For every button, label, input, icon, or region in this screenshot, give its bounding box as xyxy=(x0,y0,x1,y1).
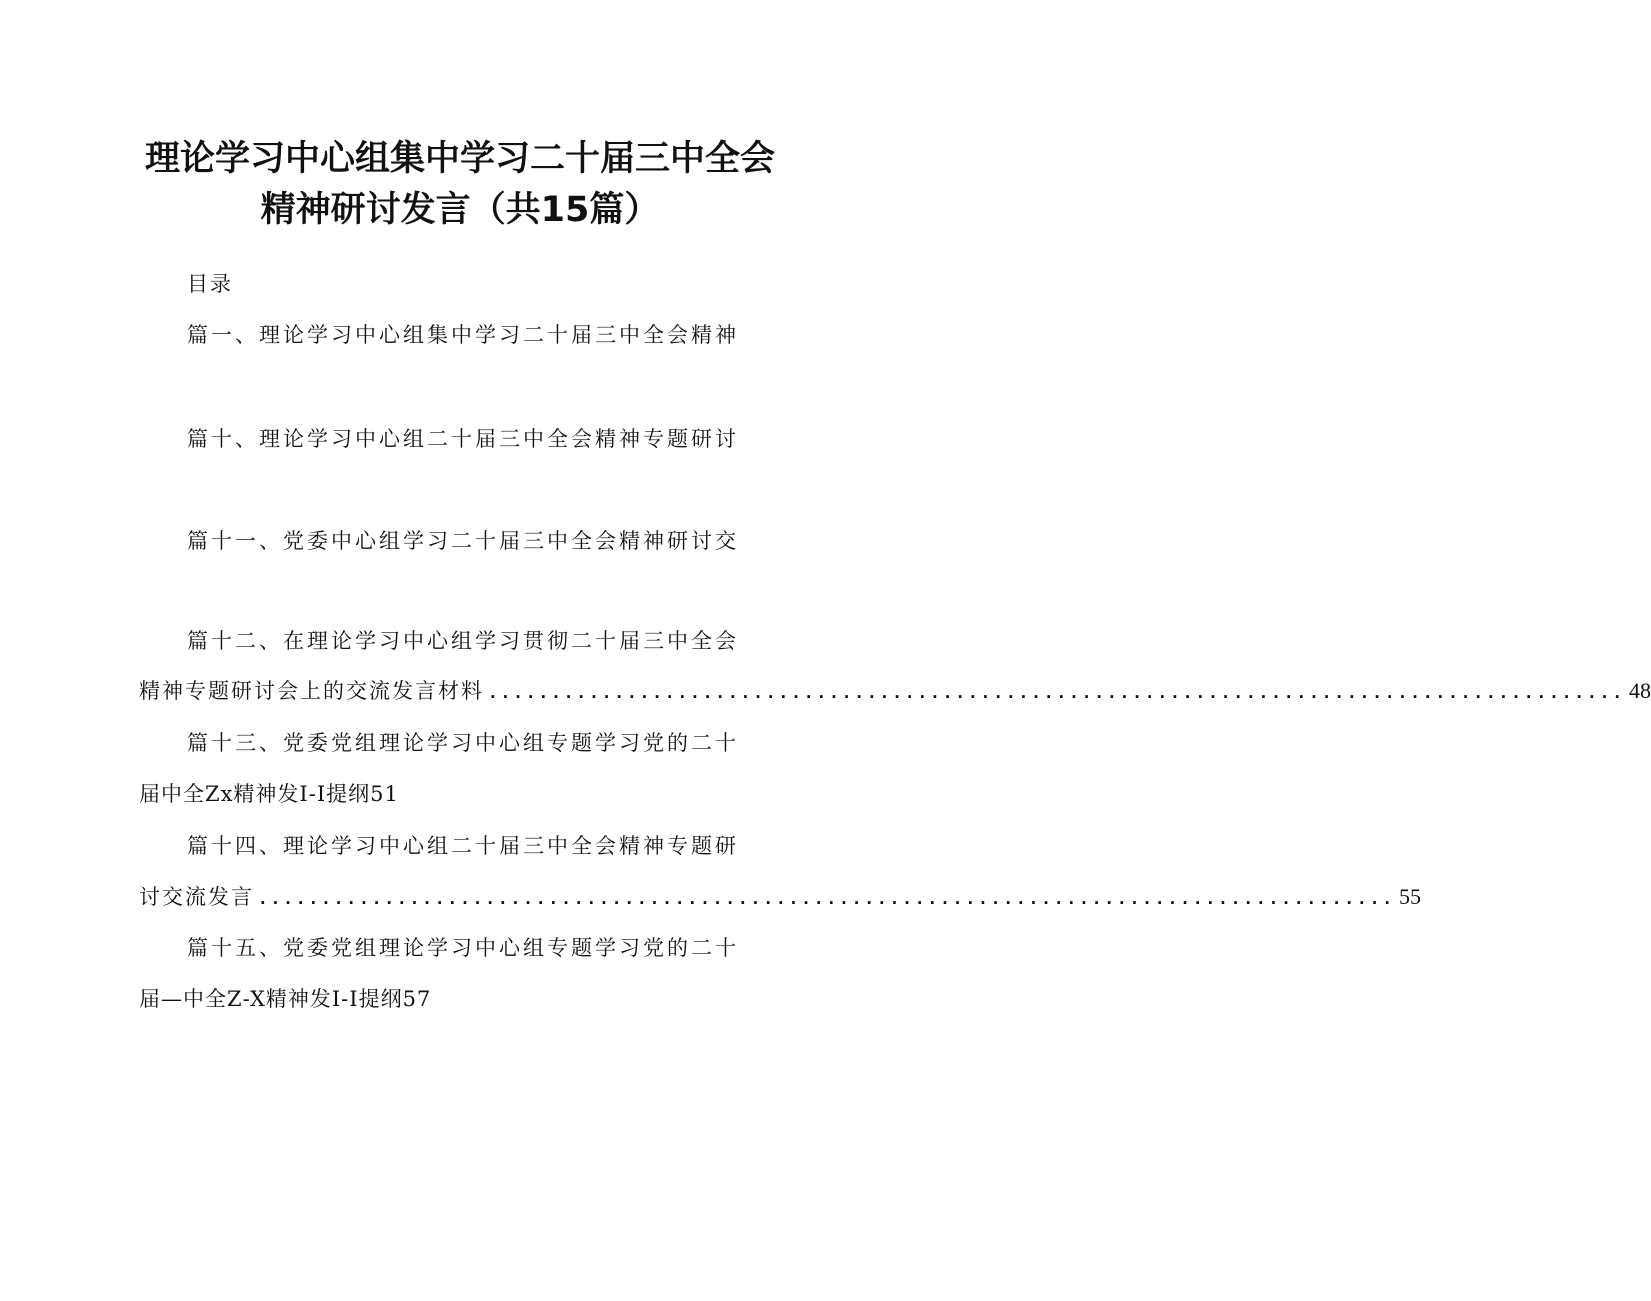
toc-entry-14-page-number: 55 xyxy=(1398,884,1421,909)
toc-entry-12-page-number: 48 xyxy=(1628,678,1651,703)
toc-entry-1[interactable]: 篇一、理论学习中心组集中学习二十届三中全会精神 xyxy=(187,323,739,347)
dot-leader: .......................................................................................... xyxy=(488,683,1625,702)
toc-entry-13[interactable]: 篇十三、党委党组理论学习中心组专题学习党的二十 xyxy=(187,731,739,755)
toc-entry-13-continuation[interactable]: 届中全Zx精神发I-I提纲51 xyxy=(139,782,399,806)
toc-entry-12-cont-text: 精神专题研讨会上的交流发言材料 xyxy=(139,679,484,703)
toc-entry-11[interactable]: 篇十一、党委中心组学习二十届三中全会精神研讨交 xyxy=(187,529,739,553)
toc-entry-15[interactable]: 篇十五、党委党组理论学习中心组专题学习党的二十 xyxy=(187,936,739,960)
toc-heading: 目录 xyxy=(187,272,233,296)
toc-entry-10[interactable]: 篇十、理论学习中心组二十届三中全会精神专题研讨 xyxy=(187,427,739,451)
toc-entry-15-continuation[interactable]: 届—中全Z-X精神发I-I提纲57 xyxy=(139,987,432,1011)
document-title-line-1: 理论学习中心组集中学习二十届三中全会 xyxy=(144,139,775,179)
document-title-line-2: 精神研讨发言（共15篇） xyxy=(260,190,660,230)
toc-entry-14[interactable]: 篇十四、理论学习中心组二十届三中全会精神专题研 xyxy=(187,834,739,858)
toc-entry-14-continuation[interactable] xyxy=(139,883,1421,913)
toc-entry-14-cont-text: 讨交流发言 xyxy=(139,885,254,909)
toc-entry-12-continuation[interactable] xyxy=(139,677,1651,707)
dot-leader: .......................................................................................... xyxy=(258,889,1395,908)
toc-entry-12[interactable]: 篇十二、在理论学习中心组学习贯彻二十届三中全会 xyxy=(187,629,739,653)
